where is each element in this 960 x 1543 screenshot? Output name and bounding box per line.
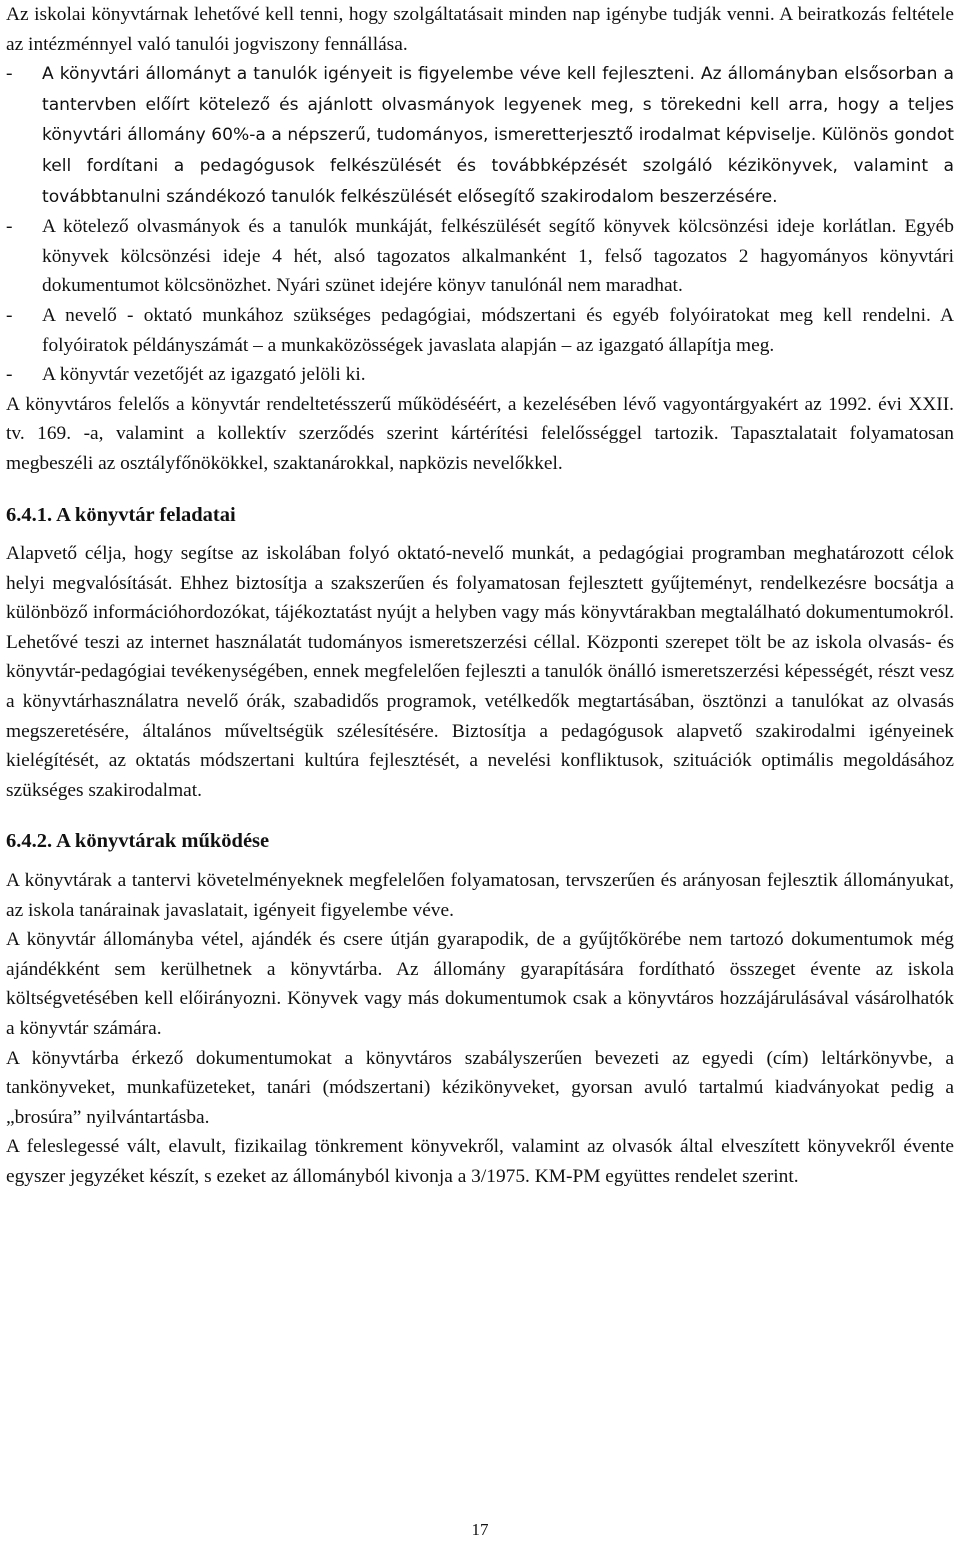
list-item-text: Különös gondot kell fordítani a pedagógusok felkészülését és továbbképzését szolgáló kézikönyvek, valamint a továbbtanulni szándékozó tanulók felkészülését elősegítő szakirodalom beszerzésére.	[42, 125, 954, 207]
list-item-text: A könyvtári állományt a tanulók igényeit is figyelembe véve kell fejleszteni. Az állományban elsősorban a tantervben előírt kötelező és ajánlott olvasmányok legyenek meg, s törekedni kell arra, hogy a teljes könyvtári állomány 60%-a a népszerű, tudományos, ismeretterjesztő irodalmat képviselje.	[42, 64, 954, 146]
body-paragraph: A könyvtárak a tantervi követelményeknek megfelelően folyamatosan, tervszerűen és arányosan fejlesztik állományukat, az iskola tanárainak javaslatait, igényeit figyelembe véve.	[6, 870, 954, 921]
section-heading: 6.4.1. A könyvtár feladatai	[6, 503, 236, 526]
liability-paragraph: A könyvtáros felelős a könyvtár rendeltetésszerű működéséért, a kezelésében lévő vagyontárgyakért az 1992. évi XXII. tv. 169. -a, valamint a kollektív szerződés szerint kártérítési felelősséggel tartozik. Tapasztalatait folyamatosan megbeszéli az osztályfőnökökkel, szaktanárokkal, napközis nevelőkkel.	[6, 393, 954, 474]
list-dash: -	[6, 63, 13, 85]
document-page	[6, 0, 954, 1192]
list-dash: -	[6, 216, 13, 238]
list-item	[6, 212, 954, 301]
body-paragraph: A feleslegessé vált, elavult, fizikailag tönkrement könyvekről, valamint az olvasók által elveszített könyvekről évente egyszer jegyzéket készít, s ezeket az állományból kivonja a 3/1975. KM-PM együttes rendelet szerint.	[6, 1136, 954, 1187]
list-item	[6, 59, 954, 212]
body-paragraph: A könyvtár állományba vétel, ajándék és csere útján gyarapodik, de a gyűjtőkörébe nem tartozó dokumentumok még ajándékként sem kerülhetnek a könyvtárba. Az állomány gyarapítására fordítható összeget évente az iskola költségvetésében kell előirányozni. Könyvek vagy más dokumentumok csak a könyvtáros hozzájárulásával vásárolhatók a könyvtár számára.	[6, 929, 954, 1039]
intro-paragraph: Az iskolai könyvtárnak lehetővé kell tenni, hogy szolgáltatásait minden nap igénybe tudják venni. A beiratkozás feltétele az intézménnyel való tanulói jogviszony fennállása.	[6, 4, 954, 55]
list-item-text: A könyvtár vezetőjét az igazgató jelöli ki.	[42, 364, 366, 386]
section-heading: 6.4.2. A könyvtárak működése	[6, 830, 270, 853]
page-number: 17	[471, 1520, 489, 1539]
list-dash: -	[6, 304, 13, 326]
list-item-text: A kötelező olvasmányok és a tanulók munkáját, felkészülését segítő könyvek kölcsönzési ideje korlátlan. Egyéb könyvek kölcsönzési ideje 4 hét, alsó tagozatos alkalmanként 1, felső tagozatos 2 hagyományos könyvtári dokumentumot kölcsönözhet. Nyári szünet idejére könyv tanulónál nem maradhat.	[42, 216, 954, 297]
body-paragraph: A könyvtárba érkező dokumentumokat a könyvtáros szabályszerűen bevezeti az egyedi (cím) leltárkönyvbe, a tankönyveket, munkafüzeteket, tanári (módszertani) kézikönyveket, gyorsan avuló tartalmú kiadványokat pedig a „brosúra” nyilvántartásba.	[6, 1047, 954, 1128]
list-item	[6, 360, 954, 390]
body-paragraph: Alapvető célja, hogy segítse az iskolában folyó oktató-nevelő munkát, a pedagógiai programban meghatározott célok helyi megvalósítását. Ehhez biztosítja a szakszerűen és folyamatosan fejlesztett gyűjteményt, rendelkezésre bocsátja a különböző információhordozókat, tájékoztatást nyújt a helyben vagy más könyvtárakban megtalálható dokumentumokról. Lehetővé teszi az internet használatát tudományos ismeretszerzési céllal. Központi szerepet tölt be az iskola olvasás- és könyvtár-pedagógiai tevékenységében, ennek megfelelően fejleszti a tanulók önálló ismeretszerzési képességét, részt vesz a könyvtárhasználatra nevelő órák, szabadidős programok, vetélkedők megtartásában, ösztönzi a tanulókat az olvasás megszeretésére, általános műveltségük szélesítésére. Biztosítja a pedagógusok alapvető szakirodalmi igényeinek kielégítését, az oktatás módszertani kultúra fejlesztését, a nevelési konfliktusok, szituációk optimális megoldásához szükséges szakirodalmat.	[6, 543, 954, 801]
list-item-text: A nevelő - oktató munkához szükséges pedagógiai, módszertani és egyéb folyóiratokat meg kell rendelni. A folyóiratok példányszámát – a munkaközösségek javaslata alapján – az igazgató állapítja meg.	[42, 304, 954, 356]
list-item	[6, 301, 954, 360]
list-dash: -	[6, 364, 13, 386]
